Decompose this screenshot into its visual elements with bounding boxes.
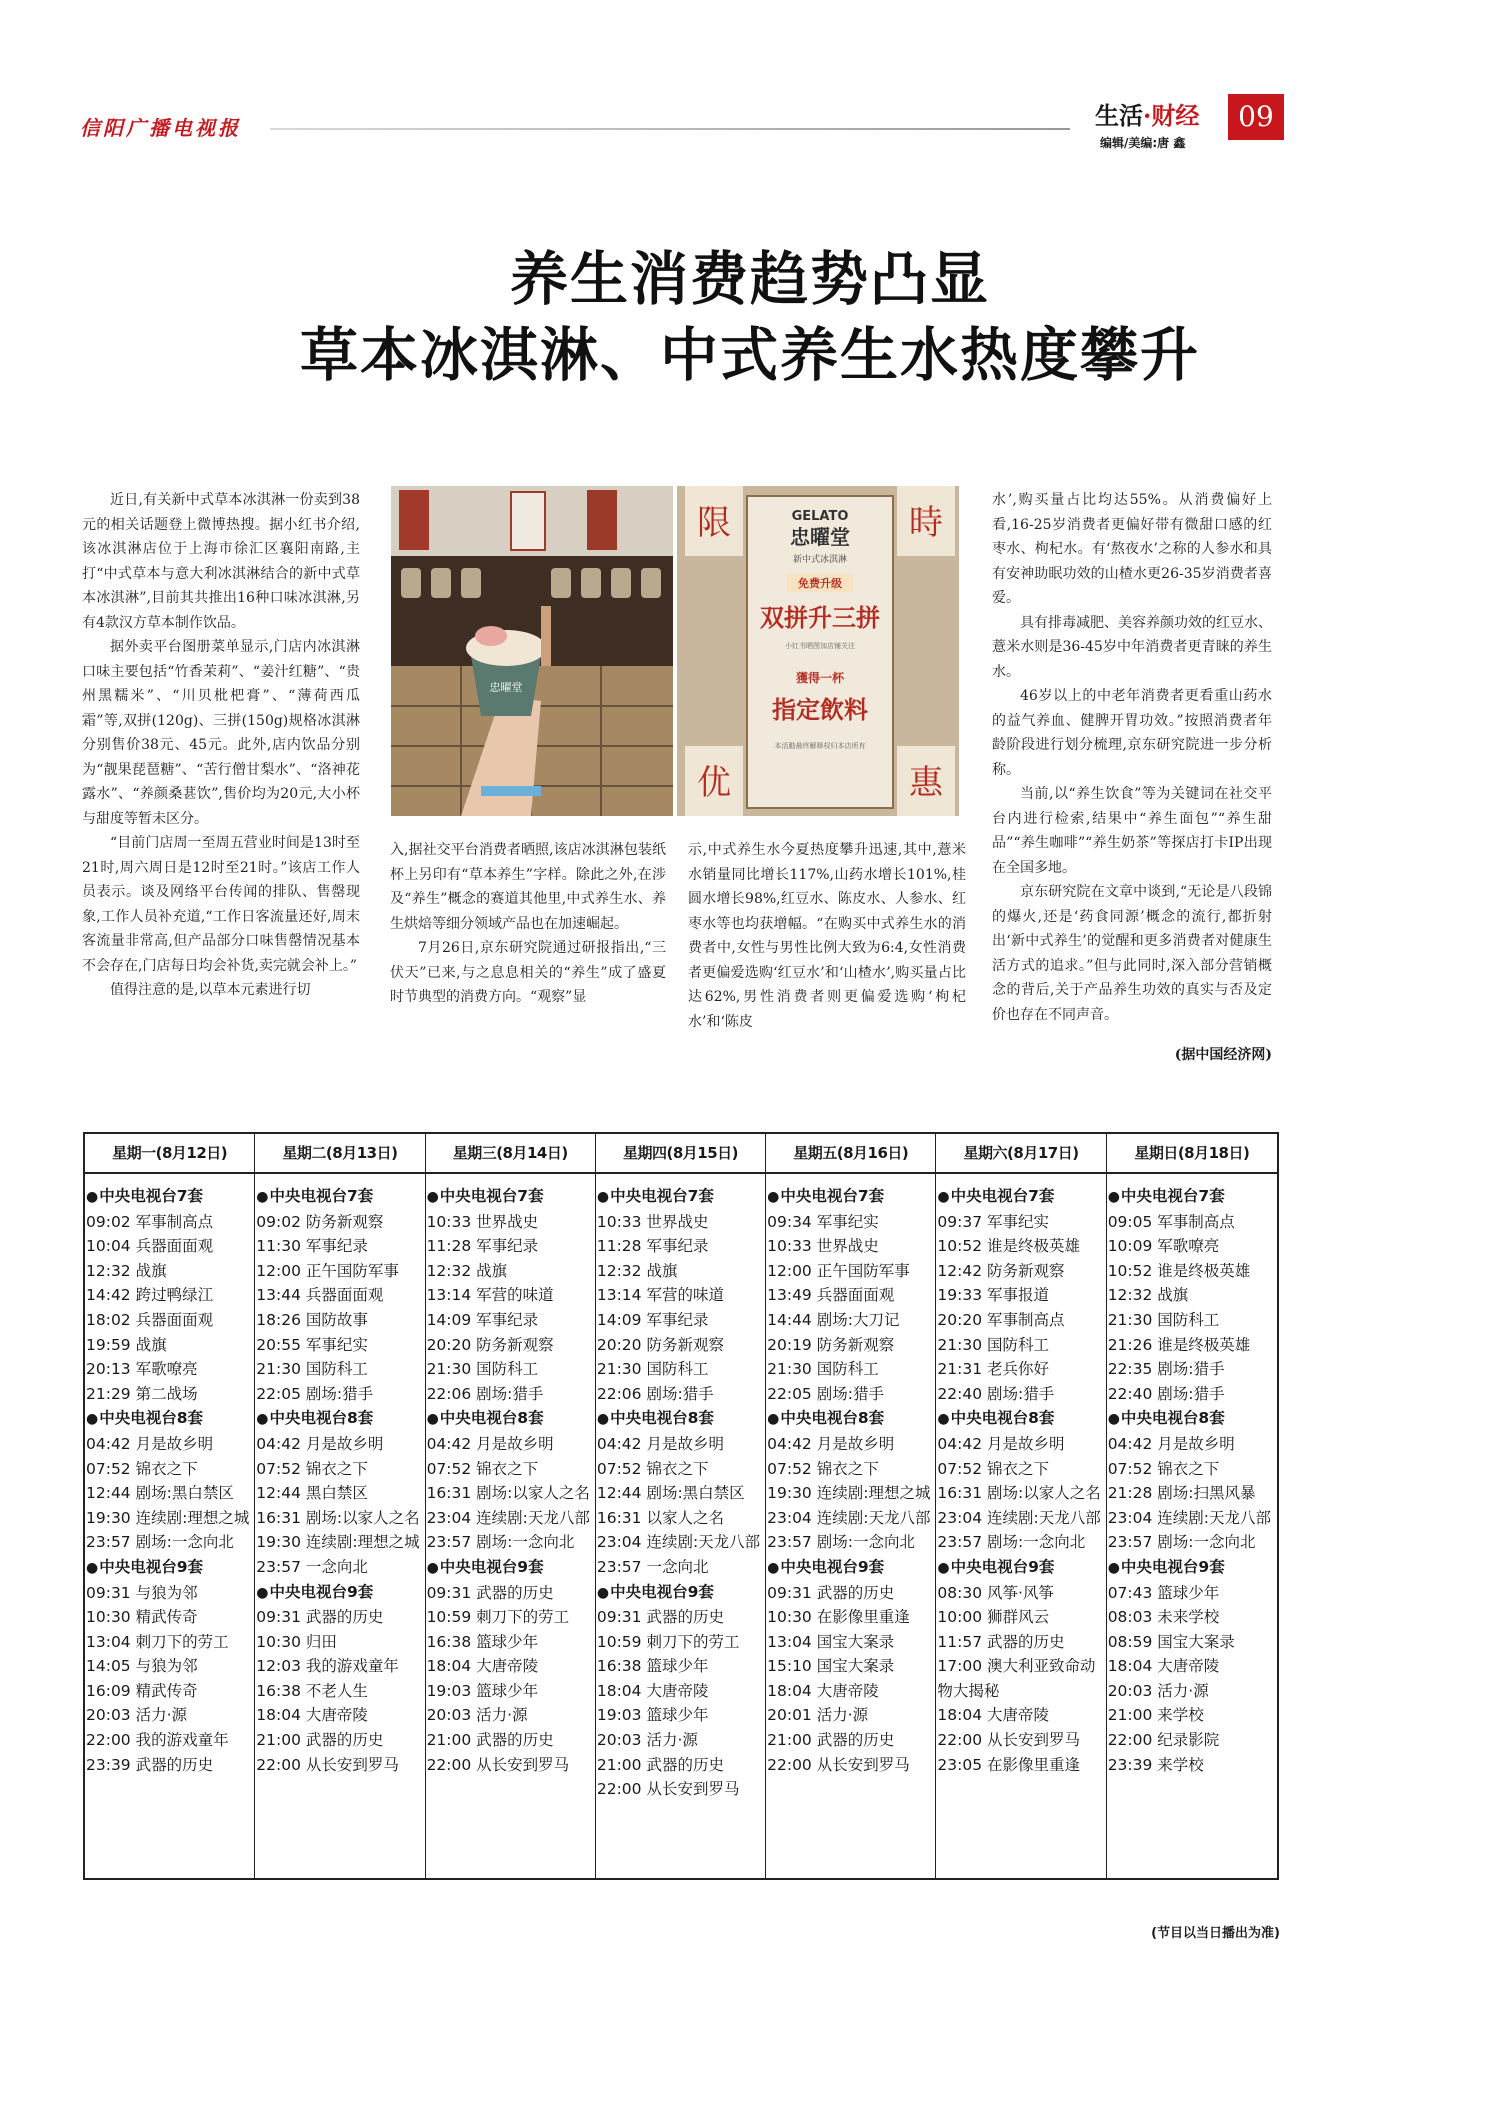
tv-program: 09:02 防务新观察 — [256, 1212, 384, 1231]
tv-program: 15:10 国宝大案录 — [767, 1657, 895, 1676]
tv-program: 04:42 月是故乡明 — [937, 1434, 1065, 1453]
tv-program: 11:28 军事纪录 — [596, 1237, 709, 1256]
tv-program: 20:20 防务新观察 — [426, 1335, 554, 1354]
tv-program: 04:42 月是故乡明 — [426, 1434, 554, 1453]
bullet-icon: ● — [596, 1584, 610, 1601]
tv-channel-label: 中央电视台7套 — [269, 1187, 374, 1205]
editor-credit: 编辑/美编:唐 鑫 — [1100, 136, 1186, 150]
tv-program: 19:33 军事报道 — [937, 1286, 1050, 1305]
tv-program: 07:52 锦衣之下 — [426, 1459, 539, 1478]
tv-day-header: 星期日(8月18日) — [1107, 1134, 1277, 1174]
tv-channel-name — [767, 1406, 935, 1432]
section-main: 生活 — [1095, 101, 1143, 130]
tv-program: 07:52 锦衣之下 — [86, 1459, 198, 1478]
tv-program: 21:30 国防科工 — [596, 1360, 709, 1379]
tv-program: 19:30 连续剧:理想之城 — [86, 1508, 250, 1527]
tv-program: 07:52 锦衣之下 — [596, 1459, 709, 1478]
article-paragraph: 水’,购买量占比均达55%。从消费偏好上看,16-25岁消费者更偏好带有微甜口感的红枣水、枸杞水。有‘熬夜水’之称的人参水和具有安神助眠功效的山楂水更26-35岁消费者喜爱。 — [992, 492, 1272, 606]
sign-time: 時 — [909, 503, 943, 543]
tv-program: 22:00 从长安到罗马 — [596, 1780, 740, 1799]
tv-channel-name — [256, 1406, 424, 1432]
tv-program: 20:03 活力·源 — [86, 1706, 188, 1725]
poster-get: 獲得一杯 — [795, 671, 845, 685]
bullet-icon: ● — [767, 1411, 780, 1428]
tv-program: 12:32 战旗 — [596, 1261, 678, 1280]
jar — [551, 568, 571, 598]
tv-program: 04:42 月是故乡明 — [767, 1434, 895, 1453]
tv-channel-name — [597, 1184, 765, 1210]
tv-day-header: 星期四(8月15日) — [596, 1134, 765, 1174]
tv-channel-label: 中央电视台7套 — [610, 1187, 714, 1205]
tv-day-column — [426, 1134, 596, 1878]
tv-channel-label: 中央电视台9套 — [269, 1582, 374, 1601]
tv-day-header: 星期三(8月14日) — [426, 1134, 595, 1174]
page-number: 09 — [1228, 94, 1284, 140]
tv-day-header: 星期六(8月17日) — [936, 1134, 1105, 1174]
tv-program: 16:38 篮球少年 — [426, 1632, 539, 1651]
tv-program: 18:04 大唐帝陵 — [1107, 1657, 1220, 1676]
jar — [641, 568, 661, 598]
tv-program: 16:38 篮球少年 — [596, 1657, 709, 1676]
headline-line-1: 养生消费趋势凸显 — [509, 245, 990, 313]
bracelet — [481, 786, 541, 796]
poster-badge: 免费升级 — [798, 577, 842, 590]
tv-program: 09:31 武器的历史 — [767, 1583, 895, 1602]
tv-channel-label: 中央电视台8套 — [269, 1409, 374, 1428]
tv-channel-name — [597, 1580, 765, 1606]
tv-program: 21:29 第二战场 — [86, 1384, 198, 1403]
tv-program: 22:00 从长安到罗马 — [256, 1755, 399, 1774]
tv-program: 21:30 国防科工 — [937, 1335, 1050, 1354]
tv-program: 22:00 纪录影院 — [1107, 1731, 1220, 1750]
bullet-icon: ● — [86, 1189, 99, 1205]
tv-channel-label: 中央电视台9套 — [99, 1557, 204, 1576]
jar — [401, 568, 421, 598]
masthead-rule — [270, 128, 1070, 130]
tv-program: 07:43 篮球少年 — [1107, 1583, 1220, 1602]
tv-program: 09:31 武器的历史 — [596, 1608, 724, 1627]
tv-program: 10:59 刺刀下的劳工 — [426, 1608, 570, 1627]
tv-program: 22:00 从长安到罗马 — [426, 1755, 570, 1774]
tv-program: 18:04 大唐帝陵 — [937, 1706, 1050, 1725]
tv-program: 21:30 国防科工 — [426, 1360, 539, 1379]
article-column-2 — [390, 838, 666, 1010]
bullet-icon: ● — [596, 1189, 610, 1205]
article-paragraph: 46岁以上的中老年消费者更看重山药水的益气养血、健脾开胃功效。”按照消费者年龄阶段进行划分梳理,京东研究院进一步分析称。 — [992, 688, 1272, 778]
tv-program: 16:38 不老人生 — [256, 1681, 368, 1700]
tv-program: 09:37 军事纪实 — [937, 1212, 1050, 1231]
cup-label: 忠曜堂 — [489, 681, 523, 694]
tv-program: 16:31 剧场:以家人之名 — [937, 1484, 1101, 1503]
tv-program: 20:20 军事制高点 — [937, 1310, 1065, 1329]
tv-channel-label: 中央电视台7套 — [99, 1187, 204, 1205]
tv-program: 22:05 剧场:猎手 — [256, 1384, 374, 1403]
tv-program: 21:00 武器的历史 — [256, 1731, 384, 1750]
tv-program: 12:44 黑白禁区 — [256, 1484, 368, 1503]
article-source: (据中国经济网) — [1174, 1047, 1272, 1063]
tv-program: 10:33 世界战史 — [426, 1212, 539, 1231]
tv-program: 19:03 篮球少年 — [596, 1706, 709, 1725]
article-paragraph: 近日,有关新中式草本冰淇淋一份卖到38元的相关话题登上微博热搜。据小红书介绍,该冰淇淋店位于上海市徐汇区襄阳南路,主打“中式草本与意大利冰淇淋结合的新中式草本冰淇淋”,目前其共推出16种口味冰淇淋,另有4款汉方草本制作饮品。 — [82, 492, 360, 631]
tv-program: 04:42 月是故乡明 — [1107, 1434, 1235, 1453]
tv-program: 14:09 军事纪录 — [426, 1310, 539, 1329]
tv-channel-label: 中央电视台9套 — [610, 1582, 714, 1601]
tv-channel-name — [427, 1406, 595, 1432]
tv-channel-name — [427, 1555, 595, 1581]
tv-program: 16:31 以家人之名 — [596, 1508, 724, 1527]
tv-program: 07:52 锦衣之下 — [937, 1459, 1050, 1478]
tv-program: 10:04 兵器面面观 — [86, 1237, 214, 1256]
tv-program: 08:30 风筝·风筝 — [937, 1583, 1054, 1602]
poster-main-offer-2: 指定飲料 — [772, 696, 868, 724]
tv-channel-label: 中央电视台8套 — [950, 1409, 1055, 1428]
tv-program: 19:59 战旗 — [86, 1335, 167, 1354]
newspaper-logo: 信阳广播电视报 — [80, 116, 241, 140]
tv-channel-name — [937, 1184, 1105, 1210]
tv-program: 10:30 归田 — [256, 1632, 337, 1651]
tv-channel-name — [86, 1184, 254, 1210]
tv-day-schedule — [1107, 1174, 1277, 1777]
tv-channel-label: 中央电视台7套 — [1120, 1187, 1225, 1205]
headline-line-2: 草本冰淇淋、中式养生水热度攀升 — [299, 321, 1200, 389]
tv-program: 21:30 国防科工 — [1107, 1310, 1220, 1329]
tv-day-schedule — [936, 1174, 1105, 1777]
bullet-icon: ● — [1107, 1559, 1120, 1576]
tv-program: 21:28 剧场:扫黑风暴 — [1107, 1484, 1256, 1503]
tv-channel-name — [256, 1580, 424, 1606]
tv-program: 21:31 老兵你好 — [937, 1360, 1050, 1379]
tv-channel-name — [767, 1555, 935, 1581]
tv-day-column — [85, 1134, 255, 1878]
tv-program: 16:31 剧场:以家人之名 — [256, 1508, 420, 1527]
tv-channel-name — [597, 1406, 765, 1432]
jar — [611, 568, 631, 598]
tv-program: 17:00 澳大利亚致命动物大揭秘 — [937, 1657, 1096, 1700]
tv-channel-label: 中央电视台7套 — [439, 1187, 544, 1205]
tv-channel-name — [1108, 1555, 1277, 1581]
tv-program: 22:06 剧场:猎手 — [596, 1384, 714, 1403]
sign-limited: 限 — [697, 503, 731, 543]
bullet-icon: ● — [596, 1411, 610, 1428]
bullet-icon: ● — [256, 1411, 269, 1428]
tv-channel-label: 中央电视台8套 — [99, 1409, 204, 1428]
tv-channel-name — [427, 1184, 595, 1210]
article-paragraph: 示,中式养生水今夏热度攀升迅速,其中,薏米水销量同比增长117%,山药水增长101%,桂圆水增长98%,红豆水、陈皮水、人参水、红枣水等也均获增幅。“在购买中式养生水的消费者中,女性与男性比例大致为6:4,女性消费者更偏爱选购‘红豆水’和‘山楂水’,购买量占比达62%,男性消费者则更偏爱选购‘枸杞水’和‘陈皮 — [688, 842, 966, 1030]
sign-benefit: 惠 — [909, 763, 943, 803]
tv-program: 21:00 武器的历史 — [596, 1755, 724, 1774]
tv-program: 23:39 来学校 — [1107, 1755, 1204, 1774]
red-signboard — [399, 490, 429, 550]
tv-program: 20:03 活力·源 — [426, 1706, 528, 1725]
tv-program: 11:30 军事纪录 — [256, 1237, 368, 1256]
tv-program: 13:04 国宝大案录 — [767, 1632, 895, 1651]
tv-program: 23:04 连续剧:天龙八部 — [767, 1508, 931, 1527]
tv-program: 20:03 活力·源 — [1107, 1681, 1209, 1700]
tv-channel-label: 中央电视台7套 — [780, 1187, 885, 1205]
bullet-icon: ● — [937, 1559, 950, 1576]
tv-program: 23:57 剧场:一念向北 — [86, 1533, 234, 1552]
bullet-icon: ● — [937, 1411, 950, 1428]
tv-program: 13:49 兵器面面观 — [767, 1286, 895, 1305]
tv-program: 23:04 连续剧:天龙八部 — [1107, 1508, 1272, 1527]
tv-program: 13:14 军营的味道 — [426, 1286, 554, 1305]
jar — [431, 568, 451, 598]
bullet-icon: ● — [1107, 1189, 1120, 1205]
tv-channel-name — [937, 1555, 1105, 1581]
tv-program: 14:42 跨过鸭绿江 — [86, 1286, 214, 1305]
tv-program: 12:03 我的游戏童年 — [256, 1657, 399, 1676]
tv-day-header: 星期二(8月13日) — [255, 1134, 424, 1174]
tv-program: 10:33 世界战史 — [596, 1212, 709, 1231]
tv-program: 10:52 谁是终极英雄 — [1107, 1261, 1251, 1280]
tv-program: 10:30 在影像里重逢 — [767, 1608, 910, 1627]
tv-program: 07:52 锦衣之下 — [767, 1459, 879, 1478]
tv-program: 19:03 篮球少年 — [426, 1681, 539, 1700]
bullet-icon: ● — [426, 1189, 439, 1205]
tv-channel-label: 中央电视台8套 — [610, 1409, 714, 1428]
article-paragraph: 京东研究院在文章中谈到,“无论是八段锦的爆火,还是‘药食同源’概念的流行,都折射出‘新中式养生’的觉醒和更多消费者对健康生活方式的追求。”但与此同时,深入部分营销概念的背后,关于产品养生功效的真实与否及定价也存在不同声音。 — [992, 884, 1272, 1023]
signboard — [511, 492, 545, 550]
poster-main-offer: 双拼升三拼 — [760, 604, 880, 632]
tv-program: 09:34 军事纪实 — [767, 1212, 879, 1231]
tv-program: 12:32 战旗 — [86, 1261, 167, 1280]
tv-program: 22:06 剧场:猎手 — [426, 1384, 544, 1403]
tv-program: 21:26 谁是终极英雄 — [1107, 1335, 1251, 1354]
tv-program: 12:00 正午国防军事 — [256, 1261, 399, 1280]
bullet-icon: ● — [937, 1189, 950, 1205]
bullet-icon: ● — [767, 1189, 780, 1205]
tv-channel-name — [1108, 1406, 1277, 1432]
tv-program: 23:04 连续剧:天龙八部 — [596, 1533, 761, 1552]
sign-discount: 优 — [697, 763, 731, 803]
tv-program: 09:31 武器的历史 — [426, 1583, 554, 1602]
tv-day-column — [766, 1134, 936, 1878]
bullet-icon: ● — [1107, 1411, 1120, 1428]
article-paragraph: “目前门店周一至周五营业时间是13时至21时,周六周日是12时至21时。”该店工作人员表示。谈及网络平台传闻的排队、售罄现象,工作人员补充道,“工作日客流量还好,周末客流量非常高,但产品部分口味售罄情况基本不会存在,门店每日均会补货,卖完就会补上。” — [82, 835, 360, 974]
tv-program: 22:05 剧场:猎手 — [767, 1384, 884, 1403]
article-paragraph: 具有排毒减肥、美容养颜功效的红豆水、薏米水则是36-45岁中年消费者更青睐的养生水。 — [992, 614, 1272, 680]
article-paragraph: 入,据社交平台消费者晒照,该店冰淇淋包装纸杯上另印有“草本养生”字样。除此之外,在涉及“养生”概念的赛道其他里,中式养生水、养生烘焙等细分领域产品也在加速崛起。 — [390, 842, 666, 932]
bullet-icon: ● — [426, 1411, 439, 1428]
tv-program: 12:44 剧场:黑白禁区 — [86, 1484, 234, 1503]
tv-channel-label: 中央电视台9套 — [1120, 1557, 1225, 1576]
poster-brand: 忠曜堂 — [790, 525, 850, 549]
tv-program: 18:02 兵器面面观 — [86, 1310, 214, 1329]
red-signboard — [587, 490, 617, 550]
jar — [581, 568, 601, 598]
tv-channel-label: 中央电视台8套 — [780, 1409, 885, 1428]
tv-program: 14:09 军事纪录 — [596, 1310, 709, 1329]
tv-program: 21:00 武器的历史 — [767, 1731, 895, 1750]
tv-program: 18:04 大唐帝陵 — [767, 1681, 879, 1700]
tv-program: 08:59 国宝大案录 — [1107, 1632, 1235, 1651]
tv-day-schedule — [596, 1174, 765, 1802]
tv-channel-name — [937, 1406, 1105, 1432]
tv-program: 16:09 精武传奇 — [86, 1681, 198, 1700]
tv-day-schedule — [85, 1174, 254, 1777]
bullet-icon: ● — [86, 1559, 99, 1576]
tv-program: 11:28 军事纪录 — [426, 1237, 539, 1256]
tv-listing-table — [83, 1132, 1279, 1880]
tv-program: 08:03 未来学校 — [1107, 1608, 1220, 1627]
tv-program: 23:57 剧场:一念向北 — [1107, 1533, 1256, 1552]
tv-program: 12:32 战旗 — [1107, 1286, 1189, 1305]
tv-program: 10:33 世界战史 — [767, 1237, 879, 1256]
tv-program: 04:42 月是故乡明 — [596, 1434, 724, 1453]
ice-cream-scoop — [475, 626, 507, 646]
tv-program: 23:57 剧场:一念向北 — [767, 1533, 915, 1552]
tv-day-header: 星期五(8月16日) — [766, 1134, 935, 1174]
tv-program: 23:57 一念向北 — [596, 1557, 709, 1576]
article-column-3 — [688, 838, 966, 1034]
tv-day-column — [596, 1134, 766, 1878]
ice-cream-spoon — [541, 606, 551, 666]
article-photo — [391, 486, 959, 816]
tv-program: 20:20 防务新观察 — [596, 1335, 724, 1354]
tv-program: 12:00 正午国防军事 — [767, 1261, 910, 1280]
tv-channel-label: 中央电视台8套 — [1120, 1409, 1225, 1428]
tv-channel-name — [256, 1184, 424, 1210]
tv-day-column — [936, 1134, 1106, 1878]
tv-channel-label: 中央电视台7套 — [950, 1187, 1055, 1205]
tv-program: 21:30 国防科工 — [767, 1360, 879, 1379]
tv-channel-label: 中央电视台9套 — [950, 1557, 1055, 1576]
tv-day-schedule — [426, 1174, 595, 1777]
tv-program: 10:00 狮群风云 — [937, 1608, 1050, 1627]
article-paragraph: 据外卖平台图册菜单显示,门店内冰淇淋口味主要包括“竹香茉莉”、“姜汁红糖”、“贵州黑糯米”、“川贝枇杷膏”、“薄荷西瓜霜”等,双拼(120g)、三拼(150g)规格冰淇淋分别售价38元、45元。此外,店内饮品分别为“靓果琵琶糖”、“苦行僧甘梨水”、“洛神花露水”、“养颜桑葚饮”,售价均为20元,大小杯与甜度等暂未区分。 — [82, 639, 360, 827]
tv-channel-label: 中央电视台8套 — [439, 1409, 544, 1428]
tv-program: 09:05 军事制高点 — [1107, 1212, 1235, 1231]
tv-program: 14:44 剧场:大刀记 — [767, 1310, 900, 1329]
tv-program: 16:31 剧场:以家人之名 — [426, 1484, 590, 1503]
tv-program: 07:52 锦衣之下 — [1107, 1459, 1220, 1478]
tv-program: 10:52 谁是终极英雄 — [937, 1237, 1081, 1256]
article-paragraph: 值得注意的是,以草本元素进行切 — [110, 982, 311, 998]
bullet-icon: ● — [86, 1411, 99, 1428]
tv-program: 23:57 剧场:一念向北 — [937, 1533, 1086, 1552]
tv-program: 21:00 武器的历史 — [426, 1731, 554, 1750]
poster-brand-en: GELATO — [791, 509, 849, 524]
tv-program: 04:42 月是故乡明 — [86, 1434, 214, 1453]
tv-program: 18:04 大唐帝陵 — [596, 1681, 709, 1700]
tv-program: 19:30 连续剧:理想之城 — [256, 1533, 420, 1552]
tv-program: 12:44 剧场:黑白禁区 — [596, 1484, 745, 1503]
tv-program: 19:30 连续剧:理想之城 — [767, 1484, 931, 1503]
tv-program: 09:31 武器的历史 — [256, 1608, 384, 1627]
tv-program: 22:00 从长安到罗马 — [937, 1731, 1081, 1750]
tv-program: 10:30 精武传奇 — [86, 1608, 198, 1627]
tv-program: 22:35 剧场:猎手 — [1107, 1360, 1225, 1379]
article-paragraph: 当前,以“养生饮食”等为关键词在社交平台内进行检索,结果中“养生面包”“养生甜品”“养生咖啡”“养生奶茶”等探店打卡IP出现在全国多地。 — [992, 786, 1272, 876]
article-column-1 — [82, 488, 360, 1003]
tv-program: 23:04 连续剧:天龙八部 — [426, 1508, 590, 1527]
tv-program: 20:03 活力·源 — [596, 1731, 698, 1750]
tv-day-column — [255, 1134, 425, 1878]
tv-program: 13:04 刺刀下的劳工 — [86, 1632, 229, 1651]
tv-program: 23:57 一念向北 — [256, 1557, 368, 1576]
tv-channel-name — [86, 1555, 254, 1581]
tv-program: 23:04 连续剧:天龙八部 — [937, 1508, 1101, 1527]
tv-day-header: 星期一(8月12日) — [85, 1134, 254, 1174]
jar — [461, 568, 481, 598]
tv-program: 10:59 刺刀下的劳工 — [596, 1632, 740, 1651]
tv-day-schedule — [255, 1174, 424, 1777]
tv-channel-label: 中央电视台9套 — [780, 1557, 885, 1576]
bullet-icon: ● — [256, 1584, 269, 1601]
tv-program: 18:26 国防故事 — [256, 1310, 368, 1329]
tv-day-column — [1107, 1134, 1277, 1878]
tv-program: 22:40 剧场:猎手 — [937, 1384, 1055, 1403]
poster-small-text: 小红书晒图加店铺关注 — [785, 642, 855, 650]
tv-program: 13:14 军营的味道 — [596, 1286, 724, 1305]
tv-program: 04:42 月是故乡明 — [256, 1434, 384, 1453]
tv-program: 21:30 国防科工 — [256, 1360, 368, 1379]
tv-program: 20:01 活力·源 — [767, 1706, 869, 1725]
tv-program: 20:55 军事纪实 — [256, 1335, 368, 1354]
tv-day-schedule — [766, 1174, 935, 1777]
tv-program: 10:09 军歌嘹亮 — [1107, 1237, 1220, 1256]
tv-channel-label: 中央电视台9套 — [439, 1557, 544, 1576]
poster-subtitle: 新中式冰淇淋 — [792, 555, 848, 565]
tv-program: 12:42 防务新观察 — [937, 1261, 1065, 1280]
bullet-icon: ● — [767, 1559, 780, 1576]
section-title — [1095, 96, 1230, 131]
tv-program: 09:31 与狼为邻 — [86, 1583, 198, 1602]
tv-program: 20:13 军歌嘹亮 — [86, 1360, 198, 1379]
article-column-4 — [992, 488, 1272, 1027]
tv-program: 07:52 锦衣之下 — [256, 1459, 368, 1478]
section-accent: 财经 — [1151, 101, 1200, 130]
tv-channel-name — [767, 1184, 935, 1210]
tv-program: 22:40 剧场:猎手 — [1107, 1384, 1225, 1403]
bullet-icon: ● — [256, 1189, 269, 1205]
tv-program: 22:00 我的游戏童年 — [86, 1731, 229, 1750]
tv-channel-name — [86, 1406, 254, 1432]
tv-program: 23:57 剧场:一念向北 — [426, 1533, 575, 1552]
tv-listing-note: (节目以当日播出为准) — [1151, 1926, 1280, 1941]
tv-program: 22:00 从长安到罗马 — [767, 1755, 910, 1774]
bullet-icon: ● — [426, 1559, 439, 1576]
poster-small-text-2: 本活動最终解释权归本店所有 — [774, 742, 866, 750]
tv-program: 23:05 在影像里重逢 — [937, 1755, 1081, 1774]
tv-program: 23:39 武器的历史 — [86, 1755, 214, 1774]
tv-program: 14:05 与狼为邻 — [86, 1657, 198, 1676]
tv-channel-name — [1108, 1184, 1277, 1210]
article-paragraph: 7月26日,京东研究院通过研报指出,“三伏天”已来,与之息息相关的“养生”成了盛夏时节典型的消费方向。“观察”显 — [390, 940, 666, 1005]
tv-program: 18:04 大唐帝陵 — [426, 1657, 539, 1676]
tv-program: 12:32 战旗 — [426, 1261, 508, 1280]
tv-program: 09:02 军事制高点 — [86, 1212, 214, 1231]
tv-program: 11:57 武器的历史 — [937, 1632, 1065, 1651]
tv-program: 18:04 大唐帝陵 — [256, 1706, 368, 1725]
section-dot: · — [1143, 101, 1152, 130]
tv-program: 21:00 来学校 — [1107, 1706, 1204, 1725]
tv-program: 13:44 兵器面面观 — [256, 1286, 384, 1305]
tv-program: 20:19 防务新观察 — [767, 1335, 895, 1354]
